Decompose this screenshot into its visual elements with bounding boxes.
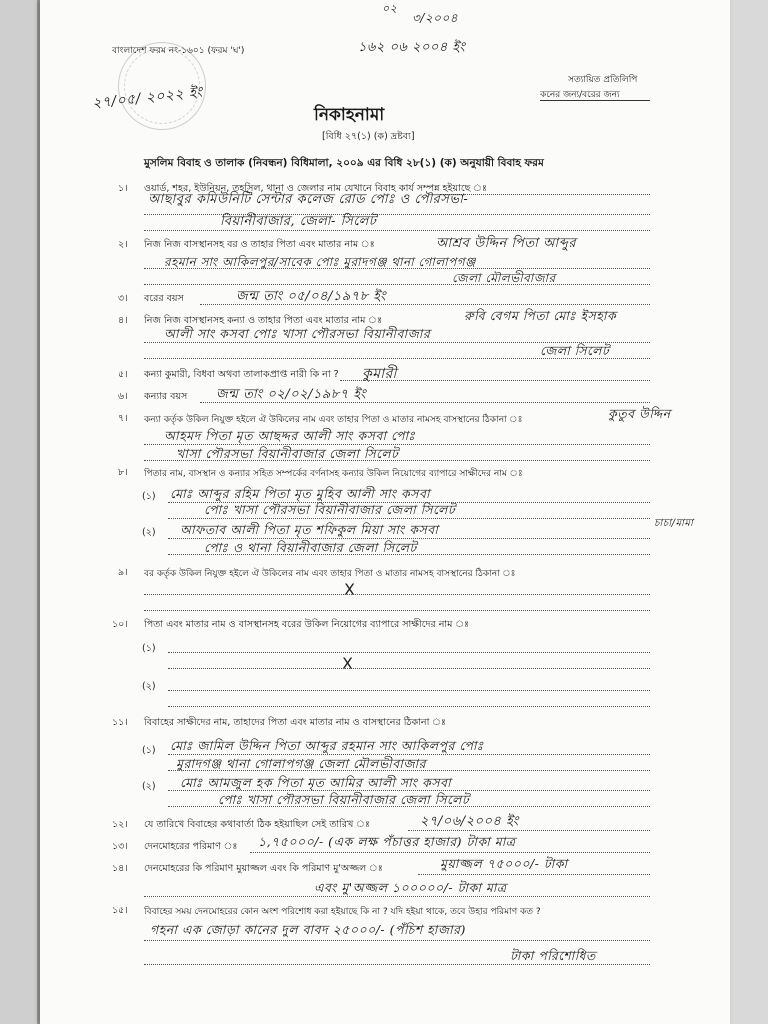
item-question: যে তারিখে বিবাহের কথাবার্তা ঠিক হইয়াছিল সেই তারিখ ঃ: [144, 819, 370, 830]
answer-line: [168, 668, 650, 669]
rule-reference: [বিধি ২৭(১) (ক) দ্রষ্টব্য]: [322, 131, 415, 142]
item-answer: ১,৭৫০০০/- (এক লক্ষ পঁচাত্তর হাজার) টাকা মাত্র: [258, 834, 516, 849]
item-number: ৫।: [118, 369, 128, 380]
answer-line: [168, 770, 650, 771]
item-question: দেনমোহরের পরিমাণ ঃ: [144, 841, 238, 852]
answer-line: [144, 896, 650, 897]
answer-line: [144, 610, 650, 611]
item-number: ১২।: [112, 819, 128, 830]
item-number: ১৩।: [112, 841, 128, 852]
item-answer: জেলা সিলেট: [540, 343, 610, 358]
witness-answer: মোঃ জামিল উদ্দিন পিতা আব্দুর রহমান সাং আকিলপুর পোঃ: [170, 738, 484, 753]
item-number: ৭।: [118, 413, 128, 424]
item-question: পিতা এবং মাতার নাম ও বাসস্থানসহ বরের উকিল নিয়োগের ব্যাপারে সাক্ষীদের নাম ঃ: [144, 619, 470, 630]
answer-line: [144, 444, 650, 445]
answer-line: [440, 194, 650, 195]
answer-line: [168, 806, 650, 807]
answer-line: [200, 402, 650, 403]
item-answer: আহমদ পিতা মৃত আছদ্দর আলী সাং কসবা পোঃ: [164, 428, 416, 443]
item-question: নিজ নিজ বাসস্থানসহ কন্যা ও তাহার পিতা এবং মাতার নাম ঃ: [144, 315, 383, 326]
item-answer: রুবি বেগম পিতা মোঃ ইসহাক: [464, 308, 617, 323]
handwritten-top-2: ৩/২০০৪: [412, 11, 459, 25]
item-answer: আলী সাং কসবা পোঃ খাসা পৌরসভা বিয়ানীবাজার: [164, 326, 431, 341]
certified-copy-label: সত্যায়িত প্রতিলিপি: [568, 75, 638, 85]
answer-line: [144, 460, 650, 461]
witness-answer: পোঃ ও থানা বিয়ানীবাজার জেলা সিলেট: [204, 540, 417, 555]
answer-line: [200, 304, 650, 305]
item-number: ৮।: [118, 467, 128, 478]
item-answer: টাকা পরিশোধিত: [510, 948, 596, 963]
witness-answer: আফতাব আলী পিতা মৃত শফিকুল মিয়া সাং কসবা: [180, 522, 439, 537]
item-answer: কুমারী: [362, 366, 397, 382]
item-answer: গহনা এক জোড়া কানের দুল বাবদ ২৫০০০/- (পঁচিশ হাজার): [150, 922, 466, 937]
witness-answer: মোঃ আব্দুর রহিম পিতা মৃত মুহিব আলী সাং কসবা: [170, 486, 431, 501]
item-answer: ২৭/০৬/২০০৪ ইং: [420, 814, 519, 829]
item-answer: এবং মু'অজ্জল ১০০০০০/- টাকা মাত্র: [314, 880, 507, 895]
item-number: ৬।: [118, 391, 128, 402]
item-number: ১০।: [112, 619, 128, 630]
item-number: ১।: [118, 183, 128, 194]
cross-mark: X: [344, 580, 355, 599]
witness-answer: মুরাদগঞ্জ থানা গোলাপগঞ্জ জেলা মৌলভীবাজার: [176, 756, 427, 771]
witness-number: (২): [142, 781, 156, 792]
item-question: বর কর্তৃক উকিল নিযুক্ত হইলে ঐ উকিলের নাম এবং তাহার পিতা ও মাতার নামসহ বাসস্থানের ঠিকানা ঃ: [144, 569, 516, 579]
witness-answer: মোঃ আমজুল হক পিতা মৃত আমির আলী সাং কসবা: [180, 775, 452, 790]
answer-line: [144, 940, 650, 941]
item-answer: জন্ম তাং ০৫/০৪/১৯৭৮ ইং: [236, 289, 387, 304]
item-question: কন্যা কর্তৃক উকিল নিযুক্ত হইলে ঐ উকিলের নাম এবং তাহার পিতা ও মাতার নামসহ বাসস্থানের ঠিকানা ঃ: [144, 415, 523, 425]
item-answer: বিয়ানীবাজার, জেলা- সিলেট: [220, 214, 377, 229]
answer-line: [144, 964, 650, 965]
item-number: ১১।: [112, 717, 128, 728]
copy-label-underline: [540, 100, 650, 101]
bride-groom-copy-label: কনের জন্য/বরের জন্য: [540, 90, 620, 100]
witness-number: (২): [142, 681, 156, 692]
cross-mark: X: [342, 654, 353, 673]
item-question: বিবাহের সময় দেনমোহরের কোন অংশ পরিশোধ করা হইয়াছে কি না ? যদি হইয়া থাকে, তবে উহার পরিমাণ কত ?: [144, 907, 541, 917]
item-answer: আশ্রব উদ্দিন পিতা আব্দুর: [436, 236, 576, 251]
handwritten-date-left: ২৭/০৫/ ২০২২ ইং: [91, 84, 204, 112]
answer-line: [168, 554, 650, 555]
item-answer: জন্ম তাং ০২/০২/১৯৮৭ ইং: [216, 387, 367, 402]
item-answer: খাসা পৌরসভা বিয়ানীবাজার জেলা সিলেট: [176, 446, 399, 461]
answer-line: [168, 652, 650, 653]
form-title: নিকাহনামা: [314, 105, 385, 125]
item-question: বরের বয়স: [144, 293, 184, 304]
answer-line: [168, 518, 650, 519]
handwritten-top-1: ০২: [382, 2, 398, 15]
witness-relation-note: চাচা/মামা: [654, 518, 694, 529]
witness-number: (১): [142, 745, 156, 756]
item-number: ১৪।: [112, 863, 128, 874]
handwritten-top-3: ১৬২ ০৬ ২০০৪ ইং: [358, 40, 466, 55]
witness-answer: পোঃ খাসা পৌরসভা বিয়ানীবাজার জেলা সিলেট: [218, 792, 470, 807]
item-question: দেনমোহরের কি পরিমাণ মুয়াজ্জল এবং কি পরিমাণ মু'অজ্জল ঃ: [144, 863, 383, 874]
item-number: ২।: [118, 239, 128, 250]
answer-line: [408, 830, 650, 831]
item-number: ১৫।: [112, 905, 128, 916]
scan-gutter: [0, 0, 40, 1024]
witness-number: (১): [142, 643, 156, 654]
form-number: বাংলাদেশ ফরম নং-১৬০১ (ফরম 'ঘ'): [112, 46, 245, 56]
item-question: কন্যার বয়স: [144, 391, 188, 402]
answer-line: [340, 380, 650, 381]
item-answer: মুয়াজ্জল ৭৫০০০/- টাকা: [440, 856, 568, 871]
answer-line: [168, 690, 650, 691]
item-number: ৩।: [118, 293, 128, 304]
item-question: কন্যা কুমারী, বিধবা অথবা তালাকপ্রাপ্ত নারী কি না ?: [144, 369, 339, 380]
witness-number: (১): [142, 491, 156, 502]
item-number: ৪।: [118, 315, 128, 326]
answer-line: [168, 790, 650, 791]
answer-line: [144, 358, 650, 359]
item-answer: জেলা মৌলভীবাজার: [452, 271, 556, 285]
answer-line: [168, 754, 650, 755]
item-answer: রহমান সাং আকিলপুর/সাবেক পোঃ মুরাদগঞ্জ থানা গোলাপগঞ্জ: [164, 255, 476, 269]
form-subtitle: মুসলিম বিবাহ ও তালাক (নিবন্ধন) বিধিমালা, ২০০৯ এর বিধি ২৮(১) (ক) অনুযায়ী বিবাহ ফরম: [144, 157, 544, 169]
witness-answer: পোঃ খাসা পৌরসভা বিয়ানীবাজার জেলা সিলেট: [204, 502, 456, 517]
answer-line: [250, 852, 650, 853]
witness-number: (২): [142, 527, 156, 538]
item-number: ৯।: [118, 567, 128, 578]
answer-line: [144, 594, 650, 595]
answer-line: [168, 706, 650, 707]
item-question: ওয়ার্ড, শহর, ইউনিয়ন, তহসিল, থানা ও জেলার নাম যেখানে বিবাহ কার্য সম্পন্ন হইয়াছে ঃ: [144, 183, 487, 194]
answer-line: [418, 874, 650, 875]
item-answer: কুতুব উদ্দিন: [608, 406, 671, 421]
answer-line: [144, 230, 650, 231]
answer-line: [168, 538, 650, 539]
item-answer: আছাবুর কমিউনিটি সেন্টার কলেজ রোড পোঃ ও পৌরসভা-: [148, 192, 469, 207]
marriage-form-page: [40, 0, 730, 1024]
item-question: পিতার নাম, বাসস্থান ও কন্যার সহিত সম্পর্কের বর্ণনাসহ কন্যার উকিল নিয়োগের ব্যাপারে সাক্ষীদের নাম ঃ: [144, 469, 523, 479]
item-question: বিবাহের সাক্ষীদের নাম, তাহাদের পিতা এবং মাতার নাম ও বাসস্থানের ঠিকানা ঃ: [144, 717, 446, 728]
item-question: নিজ নিজ বাসস্থানসহ বর ও তাহার পিতা এবং মাতার নাম ঃ: [144, 239, 375, 250]
answer-line: [144, 284, 650, 285]
